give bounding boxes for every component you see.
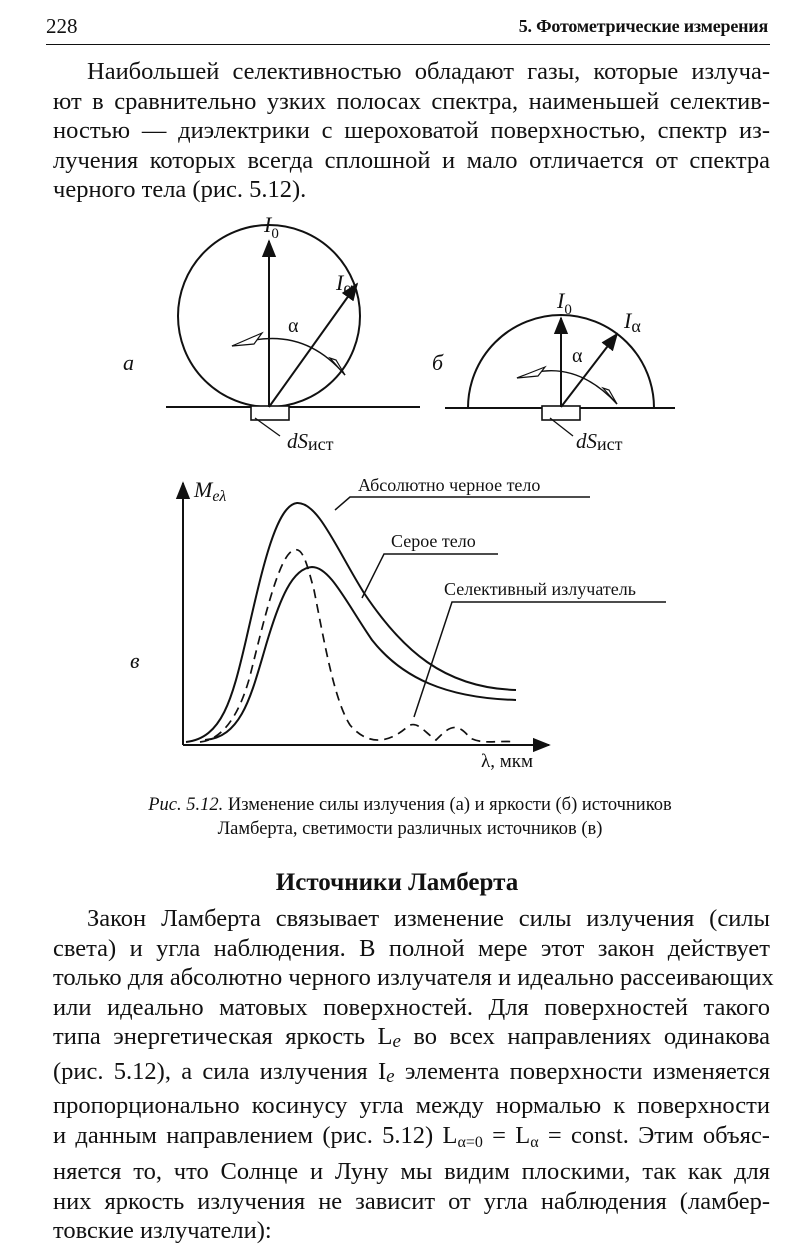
text-line: ностью — диэлектрики с шероховатой поверхностью, спектр из- — [53, 117, 770, 144]
x-axis-label: λ, мкм — [481, 751, 533, 772]
text-line: черного тела (рис. 5.12). — [53, 176, 307, 203]
panel-a — [123, 212, 420, 454]
section-paragraph — [53, 904, 774, 1246]
text-line: света) и угла наблюдения. В полной мере этот закон действует — [53, 934, 770, 962]
text-line: и данным направлением (рис. 5.12) Lα=0 = Lα = const. Этим объяс- — [53, 1121, 770, 1151]
label-I-alpha: Iα — [336, 270, 353, 298]
panel-b — [432, 288, 675, 454]
text-line: Наибольшей селективностью обладают газы, которые излуча- — [87, 58, 770, 85]
text-line: них яркость излучения не зависит от угла наблюдения (ламбер- — [53, 1187, 770, 1215]
angle-arrowhead-right — [603, 388, 617, 404]
callout-selective-emitter — [414, 602, 666, 717]
text-line: (рис. 5.12), а сила излучения Ie элемента поверхности изменяется — [53, 1057, 771, 1087]
figure-caption — [60, 793, 760, 841]
text-line: только для абсолютно черного излучателя и идеально рассеивающих — [53, 964, 774, 991]
text-line: типа энергетическая яркость Le во всех направлениях одинакова — [53, 1023, 770, 1052]
source-element — [542, 406, 580, 420]
caption-line-1: Изменение силы излучения (а) и яркости (б) источников — [227, 795, 672, 815]
label-I0: $I_0$ — [264, 212, 279, 242]
text-line: товские излучатели): — [53, 1217, 272, 1244]
caption-lead: Рис. 5.12. — [148, 795, 224, 815]
panel-letter: в — [130, 648, 140, 673]
angle-arrowhead-left — [232, 333, 262, 346]
angle-arrowhead-left — [517, 367, 545, 378]
callout-black-body — [335, 497, 590, 510]
label-black-body: Абсолютно черное тело — [358, 475, 541, 495]
label-selective-emitter: Селективный излучатель — [444, 579, 636, 599]
panel-c — [130, 475, 666, 772]
angled-intensity-arrow — [269, 284, 357, 407]
section-heading: Источники Ламберта — [275, 869, 519, 896]
text-line: Закон Ламберта связывает изменение силы излучения (силы — [87, 905, 770, 932]
page-number: 228 — [46, 14, 78, 38]
angle-arrowhead-right — [330, 358, 345, 375]
text-line: ют в сравнительно узких полосах спектра, наименьшей селектив- — [53, 87, 770, 115]
label-alpha: α — [288, 315, 299, 337]
label-I-alpha: Iα — [624, 308, 641, 336]
y-axis-label: Meλ — [194, 477, 227, 505]
text-line: или идеально матовых поверхностей. Для поверхностей такого — [53, 993, 770, 1021]
running-head: 5. Фотометрические измерения — [518, 16, 768, 36]
label-gray-body: Серое тело — [391, 531, 476, 551]
caption-line-2: Ламберта, светимости различных источников (в) — [217, 819, 603, 839]
label-dS: dSист — [576, 429, 623, 454]
text-line: лучения которых всегда сплошной и мало отличается от спектра — [53, 146, 770, 174]
label-I0: $I_0$ — [557, 288, 572, 318]
panel-letter: а — [123, 350, 134, 375]
source-element — [251, 406, 289, 420]
text-line: пропорционально косинусу угла между нормалью к поверхности — [53, 1092, 770, 1119]
label-dS: dSист — [287, 429, 334, 454]
label-alpha: α — [572, 345, 583, 367]
panel-letter: б — [432, 350, 444, 375]
text-line: няется то, что Солнце и Луну мы видим плоскими, так как для — [53, 1158, 770, 1185]
